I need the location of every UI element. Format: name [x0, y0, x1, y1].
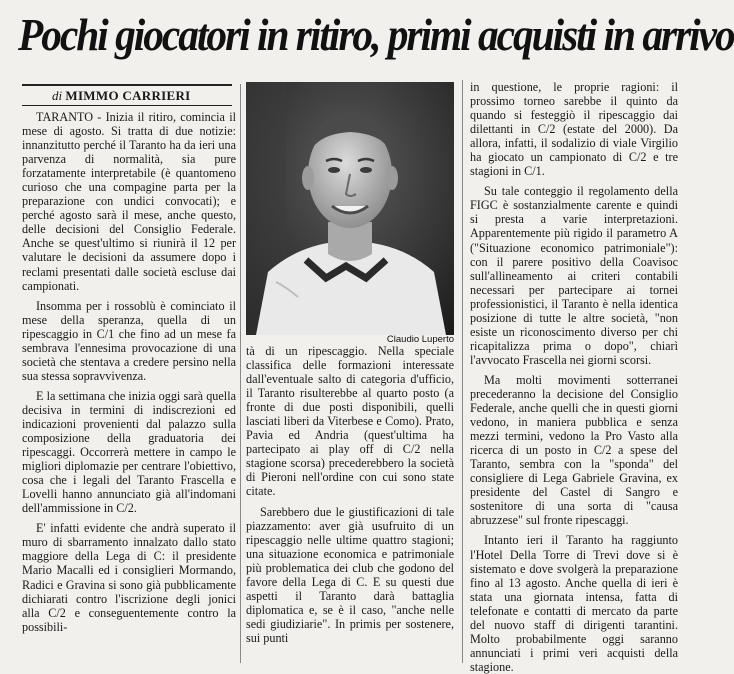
column-divider: [240, 84, 241, 663]
paragraph: Ma molti movimenti sotterranei precederanno la decisione del Consiglio Federale, anche quelli che in questi giorni vedono, in maniera pubblica e senza mezzi termini, vedono la Pro Vasto alla ricerca di un posto in C/2 a spese del Taranto, sembra con la "sponda" del consigliere di Lega Gabriele Gravina, ex presidente del Castel di Sangro e sostenitore di una sorta di "causa abruzzese" sul fronte ripescaggi.: [470, 372, 678, 528]
byline: [22, 84, 232, 106]
paragraph: Insomma per i rossoblù è cominciato il mese della speranza, quella di un ripescaggio in C/1 che fino ad un mese fa sembrava l'ennesima provocazione di una società che stentava a credere persino nella sua stessa sopravvivenza.: [22, 298, 236, 383]
paragraph: TARANTO - Inizia il ritiro, comincia il mese di agosto. Si tratta di due notizie: innanzitutto perché il Taranto ha da ieri una parvenza di normalità, sia pure forzatamente interpretabile (è quantomeno curioso che una compagine parta per la preparazione con undici convocati); e perché agosto sarà il mese, anche questo, delle decisioni del Consiglio Federale. Anche se quest'ultimo si riunirà il 12 per valutare le decisioni da assumere dopo i reclami presentati dalle società escluse dai campionati.: [22, 110, 236, 293]
paragraph: tà di un ripescaggio. Nella speciale classifica delle formazioni interessate dall'eventuale salto di categoria d'ufficio, il Taranto risulterebbe al quarto posto (a fronte di due posti disponibili, quelli lasciati liberi da Viterbese e Como). Prato, Pavia ed Andria (quest'ultima ha partecipato ai play off di C/2 nella stagione scorsa) precederebbero la società di Pieroni nell'ordine con cui sono state citate.: [246, 344, 454, 499]
column-divider: [462, 80, 463, 663]
byline-prep: di: [52, 88, 63, 103]
paragraph: in questione, le proprie ragioni: il prossimo torneo sarebbe il quinto da quando si festeggiò il ripescaggio dai dilettanti in C/2 (estate del 2000). Da allora, infatti, il sodalizio di viale Virgilio ha giocato un campionato di C/2 e tre stagioni in C/1.: [470, 80, 678, 179]
paragraph: E la settimana che inizia oggi sarà quella decisiva in termini di indiscrezioni ed indicazioni provenienti dal palazzo sulla composizione della graduatoria dei ripescaggi. Occorrerà mettere in campo le migliori diplomazie per centrare l'obiettivo, cosa che i legali del Taranto Frascella e Lovelli hanno annunciato già all'indomani dell'ammissione in C/2.: [22, 388, 236, 516]
author-name: MIMMO CARRIERI: [65, 88, 191, 103]
article-column-1: [22, 110, 236, 663]
portrait-photo: [246, 82, 454, 335]
portrait-image: [246, 82, 454, 335]
paragraph: Su tale conteggio il regolamento della FIGC è sostanzialmente carente e quindi si presta a varie interpretazioni. Apparentemente più rigido il parametro A ("Situazione economico patrimoniale"): con il parere positivo della Coavisoc sull'allineamento ai criteri contabili necessari per partecipare ai tornei professionistici, il Taranto è nella identica posizione di tutte le altre società, "non esiste un riconoscimento diverso per chi ricapitalizza prima o dopo", chiarì l'avvocato Frascella nei giorni scorsi.: [470, 184, 678, 367]
article-column-3: [470, 80, 678, 674]
paragraph: E' infatti evidente che andrà superato il muro di sbarramento innalzato dallo stato maggiore della Lega di C: il presidente Mario Macalli ed i consiglieri Mormando, Radici e Gravina si sono già pubblicamente dichiarati contro l'iscrizione degli jonici alla C/2 e conseguentemente contro la possibili-: [22, 521, 236, 634]
article-headline: Pochi giocatori in ritiro, primi acquisti in arrivo: [18, 10, 734, 60]
paragraph: Intanto ieri il Taranto ha raggiunto l'Hotel Della Torre di Trevi dove si è sistemato e dove svolgerà la preparazione fino al 13 agosto. Anche quella di ieri è stata una giornata intensa, fatta di telefonate e contatti di mercato da parte del nuovo staff di dirigenti tarantini. Molto probabilmente oggi saranno annunciati i primi veri acquisti della stagione.: [470, 533, 678, 674]
paragraph: Sarebbero due le giustificazioni di tale piazzamento: aver già usufruito di un ripescaggio nelle ultime quattro stagioni; una situazione economica e patrimoniale più problematica dei club che godono del favore della Lega di C. E su questi due aspetti il Taranto darà battaglia diplomatica e, se è il caso, "anche nelle sedi giudiziarie". In primis per sostenere, sui punti: [246, 504, 454, 645]
article-column-2: [246, 344, 454, 663]
photo-credit: Claudio Luperto: [386, 334, 454, 345]
